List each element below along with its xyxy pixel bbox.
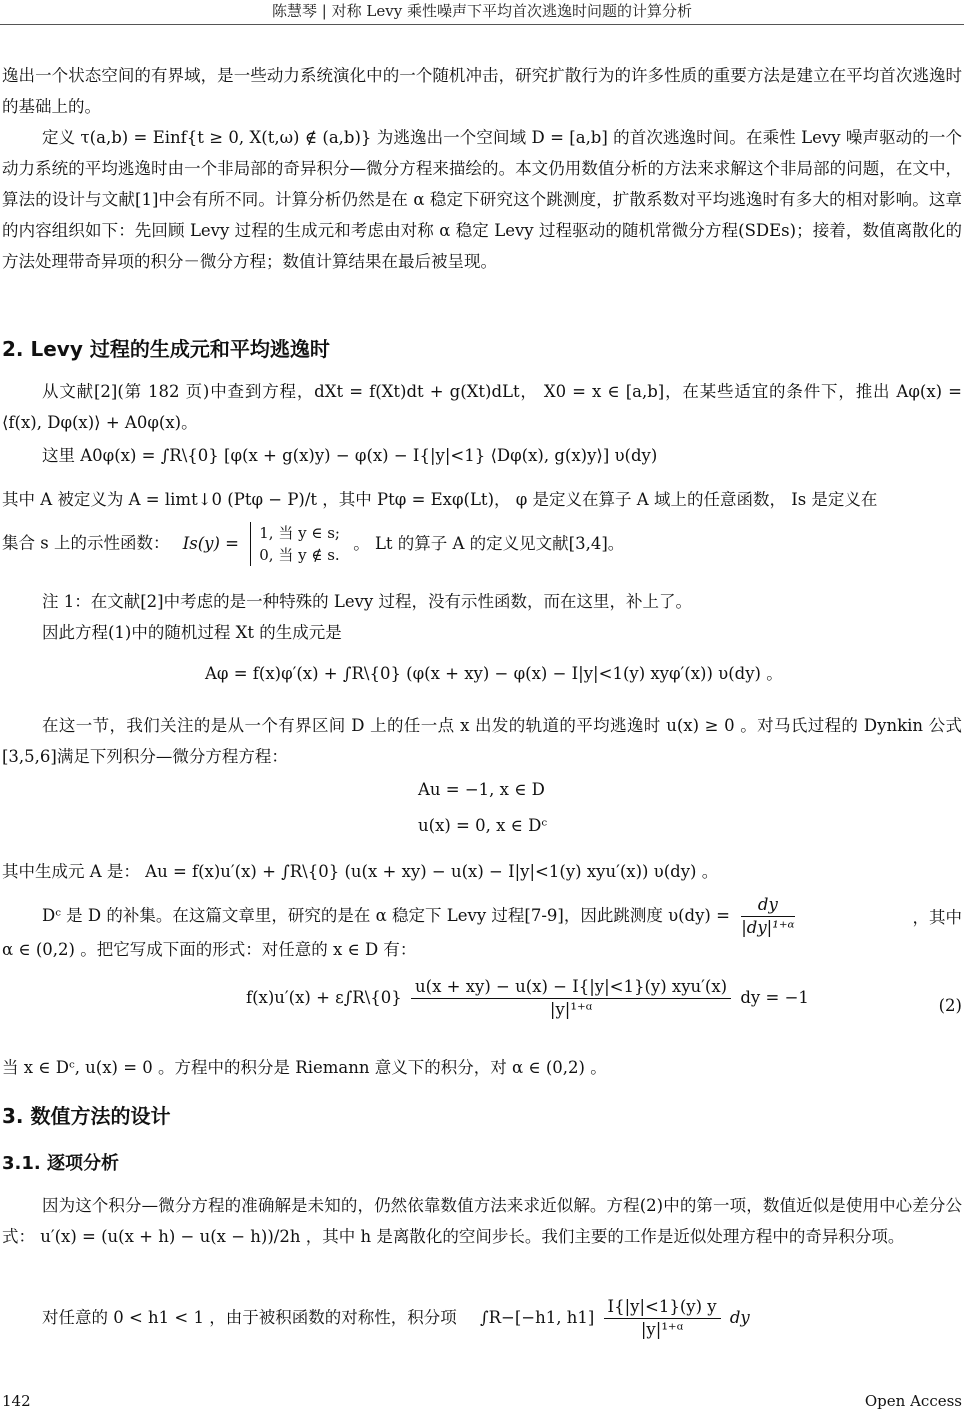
generator-equation: Aφ = f(x)φ′(x) + ∫R\{0} (φ(x + xy) − φ(x) − I|y|<1(y) xyφ′(x)) υ(dy) 。 bbox=[205, 664, 783, 683]
equation-2-denominator: |y|¹⁺ᵅ bbox=[549, 1000, 593, 1019]
generator-intro: 因此方程(1)中的随机过程 Xt 的生成元是 bbox=[42, 623, 342, 642]
system-equation-1: Au = −1, x ∈ D bbox=[418, 780, 545, 799]
integral-term-numerator: I{|y|<1}(y) y bbox=[604, 1296, 721, 1319]
intro-paragraph-2: 定义 τ(a,b) = Einf{t ≥ 0, X(t,ω) ∉ (a,b)} 为逃逸出一个空间域 D = [a,b] 的首次逃逸时间。在乘性 Levy 噪声驱动的一个动力系统的平均逃逸时由一个非局部的奇异积分—微分方程来描绘的。本文仍用数值分析的方法来求解这个非局部的问题，在文中，算法的设计与文献[1]中会有所不同。计算分析仍然是在 α 稳定下研究这个跳测度，扩散系数对平均逃逸时有多大的相对影响。这章的内容组织如下：先回顾 Levy 过程的生成元和考虑由对称 α 稳定 Levy 过程驱动的随机常微分方程(SDEs)；接着，数值离散化的方法处理带奇异项的积分－微分方程；数值计算结果在最后被呈现。 bbox=[2, 128, 962, 271]
jump-measure-text: Dᶜ 是 D 的补集。在这篇文章里，研究的是在 α 稳定下 Levy 过程[7-9]，因此跳测度 υ(dy) = bbox=[42, 906, 730, 925]
equation-2-number: (2) bbox=[938, 996, 962, 1015]
equation-2-numerator: u(x + xy) − u(x) − I{|y|<1}(y) xyu′(x) bbox=[411, 976, 731, 999]
jump-measure-tail: ，其中 bbox=[912, 908, 962, 927]
jump-measure-denominator: |dy|¹⁺ᵅ bbox=[741, 918, 795, 937]
integral-term-line bbox=[42, 1296, 750, 1341]
equation-2-left: f(x)u′(x) + ε∫R\{0} bbox=[246, 988, 402, 1007]
riemann-line: 当 x ∈ Dᶜ, u(x) = 0 。方程中的积分是 Riemann 意义下的积分，对 α ∈ (0,2) 。 bbox=[2, 1058, 607, 1077]
jump-measure-fraction bbox=[741, 894, 794, 939]
operator-definition-text: 其中 A 被定义为 A = limt↓0 (Ptφ − P)/t ，其中 Ptφ = Exφ(Lt)， φ 是定义在算子 A 域上的任意函数， Is 是定义在 bbox=[2, 490, 878, 509]
header-rule bbox=[0, 24, 964, 25]
indicator-tail: 。 Lt 的算子 A 的定义见文献[3,4]。 bbox=[353, 533, 625, 553]
running-head: 陈慧琴 | 对称 Levy 乘性噪声下平均首次逃逸时问题的计算分析 bbox=[272, 2, 692, 20]
integral-term-lead: 对任意的 0 < h1 < 1 ，由于被积函数的对称性，积分项 bbox=[42, 1308, 457, 1327]
note-1: 注 1：在文献[2]中考虑的是一种特殊的 Levy 过程，没有示性函数，而在这里，补上了。 bbox=[42, 592, 692, 611]
jump-measure-line bbox=[2, 894, 962, 939]
equation-2-fraction bbox=[411, 976, 731, 1021]
section-3-heading: 3. 数值方法的设计 bbox=[2, 1104, 171, 1128]
intro-paragraph-1: 逸出一个状态空间的有界域，是一些动力系统演化中的一个随机冲击，研究扩散行为的许多性质的重要方法是建立在平均首次逃逸时的基础上的。 bbox=[2, 66, 962, 116]
system-equation-2: u(x) = 0, x ∈ Dᶜ bbox=[418, 816, 548, 835]
section-3-paragraph-1: 因为这个积分—微分方程的准确解是未知的，仍然依靠数值方法来求近似解。方程(2)中的第一项，数值近似是使用中心差分公式： u′(x) = (u(x + h) − u(x − h))/2h ，其中 h 是离散化的空间步长。我们主要的工作是近似处理方程中的奇异积分项。 bbox=[2, 1196, 962, 1246]
equation-2 bbox=[246, 976, 809, 1021]
indicator-symbol: Is(y) = bbox=[182, 533, 239, 553]
indicator-case-2: 0, 当 y ∉ s. bbox=[259, 546, 340, 564]
section-2-heading: 2. Levy 过程的生成元和平均逃逸时 bbox=[2, 337, 330, 361]
equation-2-right: dy = −1 bbox=[740, 988, 809, 1007]
generator-a-line: 其中生成元 A 是： Au = f(x)u′(x) + ∫R\{0} (u(x + xy) − u(x) − I|y|<1(y) xyu′(x)) υ(dy) 。 bbox=[2, 862, 719, 881]
indicator-lead: 集合 s 上的示性函数： bbox=[2, 533, 170, 553]
generator-a0-definition: 这里 A0φ(x) = ∫R\{0} [φ(x + g(x)y) − φ(x) − I{|y|<1} ⟨Dφ(x), g(x)y⟩] υ(dy) bbox=[42, 446, 658, 465]
integral-term-domain: ∫R−[−h1, h1] bbox=[480, 1308, 595, 1327]
section-2-paragraph-1: 从文献[2](第 182 页)中查到方程，dXt = f(Xt)dt + g(Xt)dLt， X0 = x ∈ [a,b]，在某些适宜的条件下，推出 Aφ(x) = ⟨f(x), Dφ(x)⟩ + A0φ(x)。 bbox=[2, 382, 962, 432]
integral-term-dy: dy bbox=[729, 1308, 750, 1327]
alpha-range-line: α ∈ (0,2) 。把它写成下面的形式：对任意的 x ∈ D 有： bbox=[2, 940, 417, 959]
indicator-cases bbox=[250, 522, 340, 566]
page-number: 142 bbox=[2, 1392, 31, 1410]
subsection-3-1-heading: 3.1. 逐项分析 bbox=[2, 1153, 119, 1174]
integral-term-denominator: |y|¹⁺ᵅ bbox=[640, 1320, 684, 1339]
indicator-function-line bbox=[2, 522, 624, 566]
indicator-case-1: 1, 当 y ∈ s; bbox=[259, 524, 340, 542]
jump-measure-numerator: dy bbox=[741, 894, 794, 917]
journal-name: Open Access bbox=[864, 1392, 962, 1410]
dynkin-paragraph: 在这一节，我们关注的是从一个有界区间 D 上的任一点 x 出发的轨道的平均逃逸时 u(x) ≥ 0 。对马氏过程的 Dynkin 公式[3,5,6]满足下列积分—微分方程方程： bbox=[2, 716, 962, 766]
integral-term-fraction bbox=[604, 1296, 721, 1341]
